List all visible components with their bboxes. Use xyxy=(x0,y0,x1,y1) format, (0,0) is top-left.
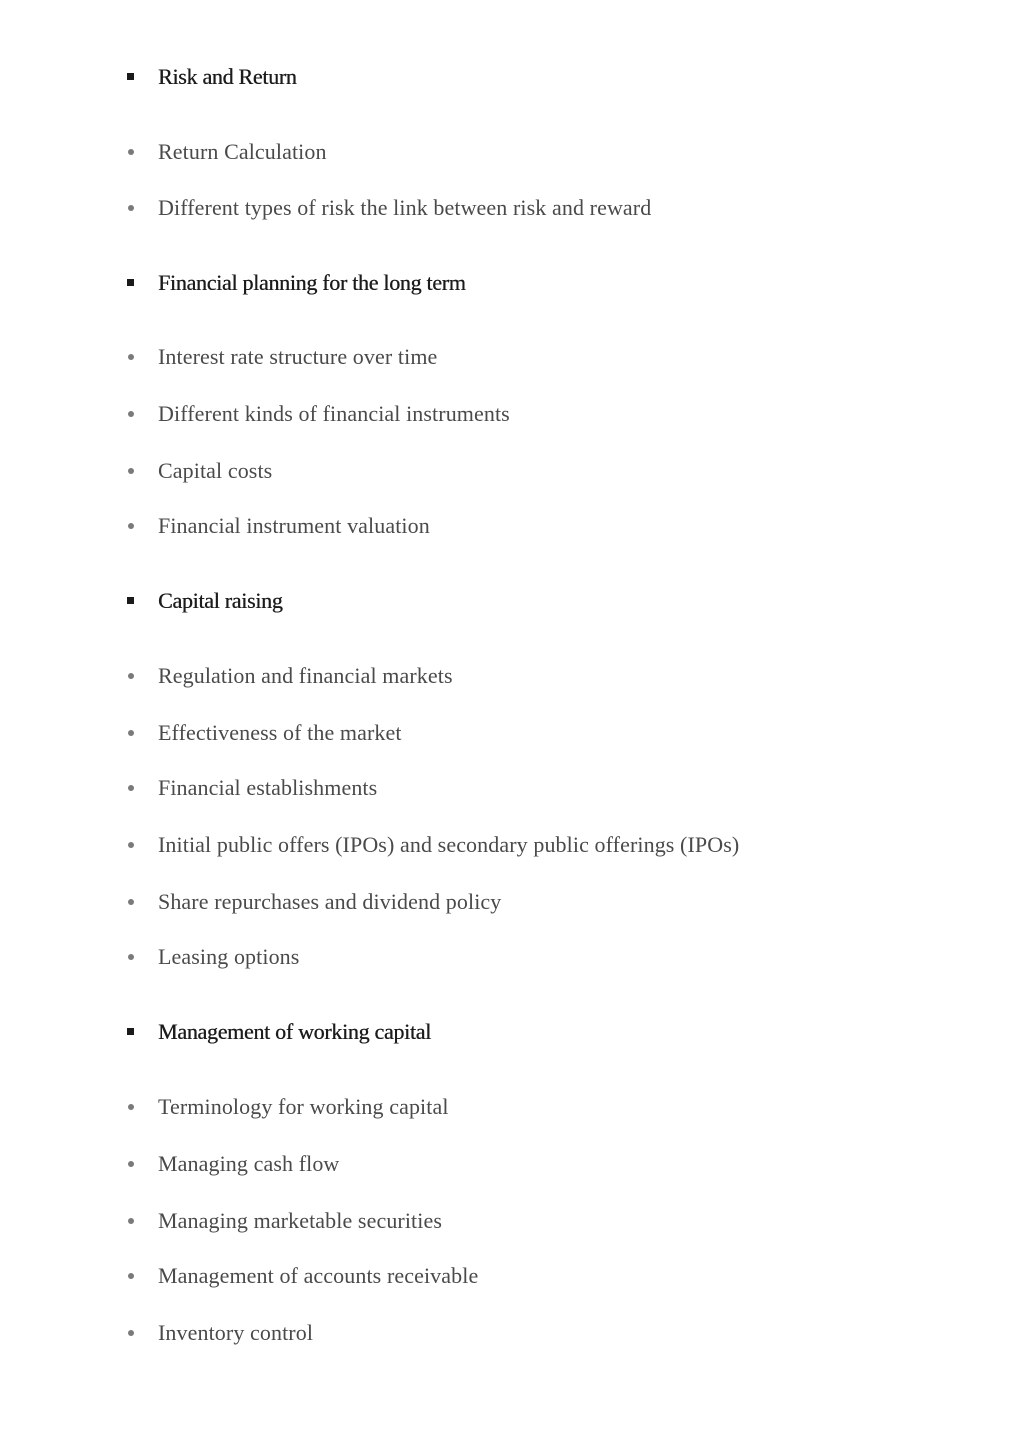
dot-bullet-icon xyxy=(126,137,158,167)
dot-bullet-icon xyxy=(126,456,158,486)
list-item-text: Financial establishments xyxy=(158,775,378,800)
list-item-text: Effectiveness of the market xyxy=(158,720,402,745)
dot-bullet-icon xyxy=(126,830,158,860)
list-item xyxy=(126,1092,449,1122)
section-heading-text: Risk and Return xyxy=(158,64,297,89)
list-item-text: Inventory control xyxy=(158,1320,314,1345)
section-heading-text: Capital raising xyxy=(158,588,283,613)
list-item xyxy=(126,342,437,372)
square-bullet-icon xyxy=(126,62,158,92)
list-item-text: Financial instrument valuation xyxy=(158,513,430,538)
list-item xyxy=(126,718,402,748)
section-heading-text: Management of working capital xyxy=(158,1019,431,1044)
section-heading-working-capital xyxy=(126,1017,431,1047)
list-item xyxy=(126,830,739,860)
section-heading-capital-raising xyxy=(126,586,282,616)
dot-bullet-icon xyxy=(126,399,158,429)
list-item xyxy=(126,511,430,541)
list-item-text: Leasing options xyxy=(158,944,300,969)
list-item xyxy=(126,773,377,803)
square-bullet-icon xyxy=(126,586,158,616)
list-item xyxy=(126,193,651,223)
list-item-text: Different types of risk the link between risk and reward xyxy=(158,195,652,220)
list-item-text: Initial public offers (IPOs) and secondary public offerings (IPOs) xyxy=(158,832,740,857)
list-item-text: Interest rate structure over time xyxy=(158,344,438,369)
list-item-text: Different kinds of financial instruments xyxy=(158,401,510,426)
list-item xyxy=(126,1318,313,1348)
section-heading-text: Financial planning for the long term xyxy=(158,270,466,295)
list-item-text: Capital costs xyxy=(158,458,273,483)
dot-bullet-icon xyxy=(126,773,158,803)
dot-bullet-icon xyxy=(126,942,158,972)
dot-bullet-icon xyxy=(126,511,158,541)
list-item-text: Terminology for working capital xyxy=(158,1094,449,1119)
dot-bullet-icon xyxy=(126,718,158,748)
list-item-text: Regulation and financial markets xyxy=(158,663,453,688)
list-item xyxy=(126,661,453,691)
section-heading-risk-and-return xyxy=(126,62,297,92)
dot-bullet-icon xyxy=(126,1318,158,1348)
list-item-text: Managing cash flow xyxy=(158,1151,340,1176)
dot-bullet-icon xyxy=(126,887,158,917)
dot-bullet-icon xyxy=(126,193,158,223)
list-item-text: Share repurchases and dividend policy xyxy=(158,889,502,914)
dot-bullet-icon xyxy=(126,1092,158,1122)
list-item xyxy=(126,1149,339,1179)
square-bullet-icon xyxy=(126,268,158,298)
list-item xyxy=(126,1206,442,1236)
list-item xyxy=(126,399,510,429)
dot-bullet-icon xyxy=(126,1206,158,1236)
section-heading-long-term-planning xyxy=(126,268,466,298)
square-bullet-icon xyxy=(126,1017,158,1047)
dot-bullet-icon xyxy=(126,342,158,372)
dot-bullet-icon xyxy=(126,1149,158,1179)
list-item xyxy=(126,456,272,486)
dot-bullet-icon xyxy=(126,1261,158,1291)
list-item xyxy=(126,137,327,167)
list-item-text: Return Calculation xyxy=(158,139,327,164)
dot-bullet-icon xyxy=(126,661,158,691)
list-item xyxy=(126,887,501,917)
list-item-text: Management of accounts receivable xyxy=(158,1263,479,1288)
list-item xyxy=(126,1261,478,1291)
list-item xyxy=(126,942,299,972)
list-item-text: Managing marketable securities xyxy=(158,1208,443,1233)
